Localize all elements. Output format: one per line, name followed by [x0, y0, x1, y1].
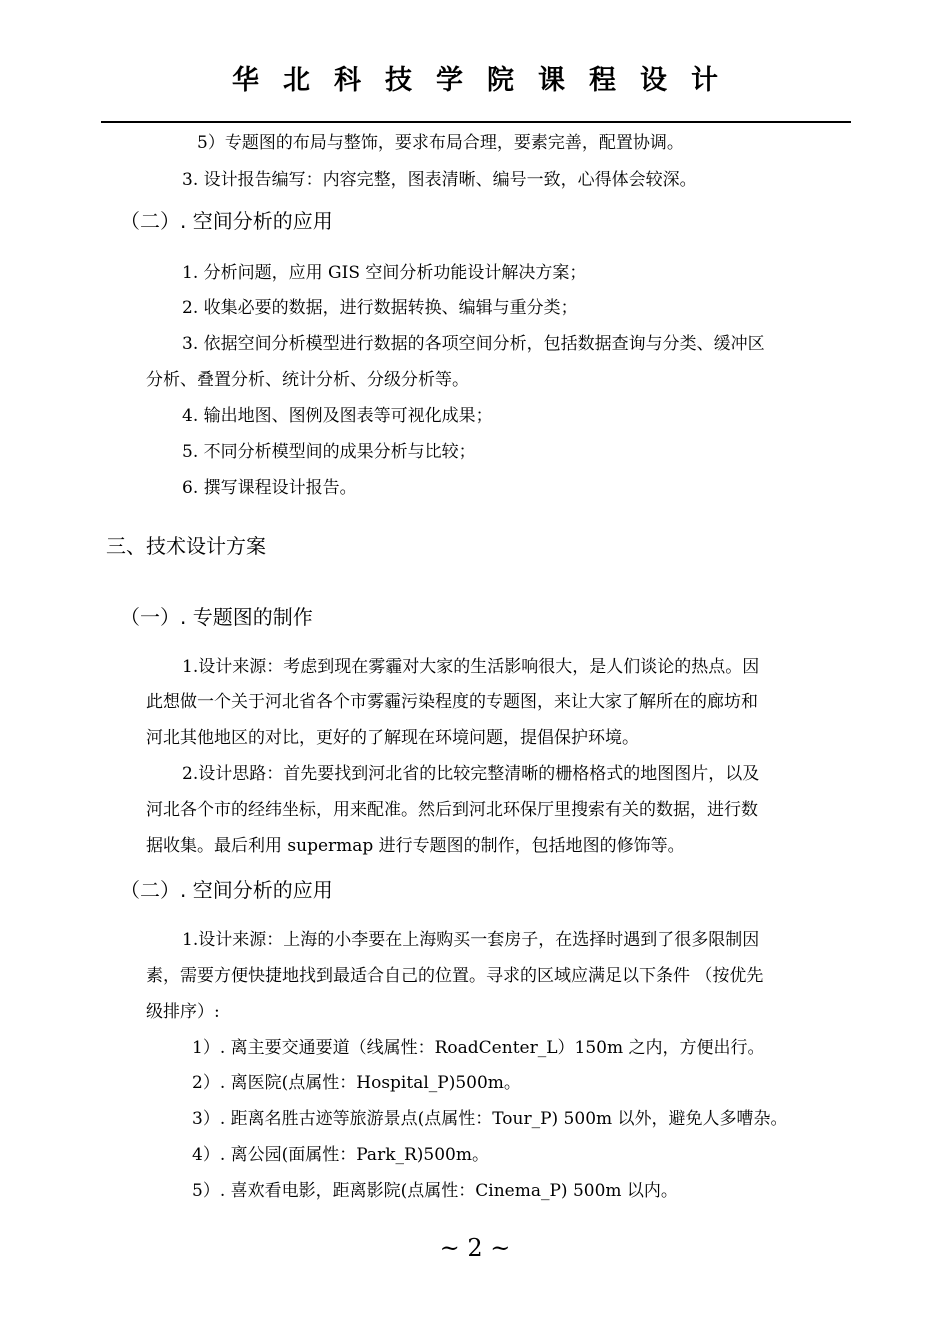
condition-item: 1）. 离主要交通要道（线属性：RoadCenter_L）150m 之内，方便出行。	[192, 1038, 765, 1058]
paragraph-line: 级排序）:	[146, 1002, 220, 1022]
condition-item: 4）. 离公园(面属性：Park_R)500m。	[192, 1145, 489, 1165]
chapter-heading: 三、技术设计方案	[106, 534, 266, 558]
paragraph-line: 河北各个市的经纬坐标，用来配准。然后到河北环保厅里搜索有关的数据，进行数	[146, 800, 758, 820]
page-header-title: 华北科技学院课程设计	[232, 65, 742, 96]
condition-item: 5）. 喜欢看电影，距离影院(点属性：Cinema_P) 500m 以内。	[192, 1181, 678, 1201]
condition-item: 2）. 离医院(点属性：Hospital_P)500m。	[192, 1073, 521, 1093]
list-item: 6. 撰写课程设计报告。	[182, 478, 357, 498]
list-item: 1. 分析问题，应用 GIS 空间分析功能设计解决方案；	[182, 263, 587, 283]
list-item-continuation: 分析、叠置分析、统计分析、分级分析等。	[146, 370, 469, 390]
list-item: 3. 依据空间分析模型进行数据的各项空间分析，包括数据查询与分类、缓冲区	[182, 334, 765, 354]
text-line: 5）专题图的布局与整饰，要求布局合理，要素完善，配置协调。	[197, 133, 684, 153]
paragraph-line: 1.设计来源：上海的小李要在上海购买一套房子，在选择时遇到了很多限制因	[182, 930, 760, 950]
section-heading: （二）. 空间分析的应用	[120, 209, 333, 233]
paragraph-line: 素，需要方便快捷地找到最适合自己的位置。寻求的区域应满足以下条件 （按优先	[146, 966, 764, 986]
paragraph-line: 此想做一个关于河北省各个市雾霾污染程度的专题图，来让大家了解所在的廊坊和	[146, 692, 758, 712]
paragraph-line: 1.设计来源：考虑到现在雾霾对大家的生活影响很大，是人们谈论的热点。因	[182, 657, 760, 677]
page-number: ~ 2 ~	[439, 1234, 511, 1262]
list-item: 5. 不同分析模型间的成果分析与比较；	[182, 442, 476, 462]
section-heading: （一）. 专题图的制作	[120, 605, 313, 629]
paragraph-line: 2.设计思路：首先要找到河北省的比较完整清晰的栅格格式的地图图片，以及	[182, 764, 760, 784]
list-item: 2. 收集必要的数据，进行数据转换、编辑与重分类；	[182, 298, 578, 318]
paragraph-line: 河北其他地区的对比，更好的了解现在环境问题，提倡保护环境。	[146, 728, 639, 748]
text-line: 3. 设计报告编写：内容完整，图表清晰、编号一致，心得体会较深。	[182, 170, 697, 190]
paragraph-line: 据收集。最后利用 supermap 进行专题图的制作，包括地图的修饰等。	[146, 836, 685, 856]
section-heading: （二）. 空间分析的应用	[120, 878, 333, 902]
header-rule	[101, 121, 851, 123]
condition-item: 3）. 距离名胜古迹等旅游景点(点属性：Tour_P) 500m 以外，避免人多嘈杂。	[192, 1109, 788, 1129]
list-item: 4. 输出地图、图例及图表等可视化成果；	[182, 406, 493, 426]
